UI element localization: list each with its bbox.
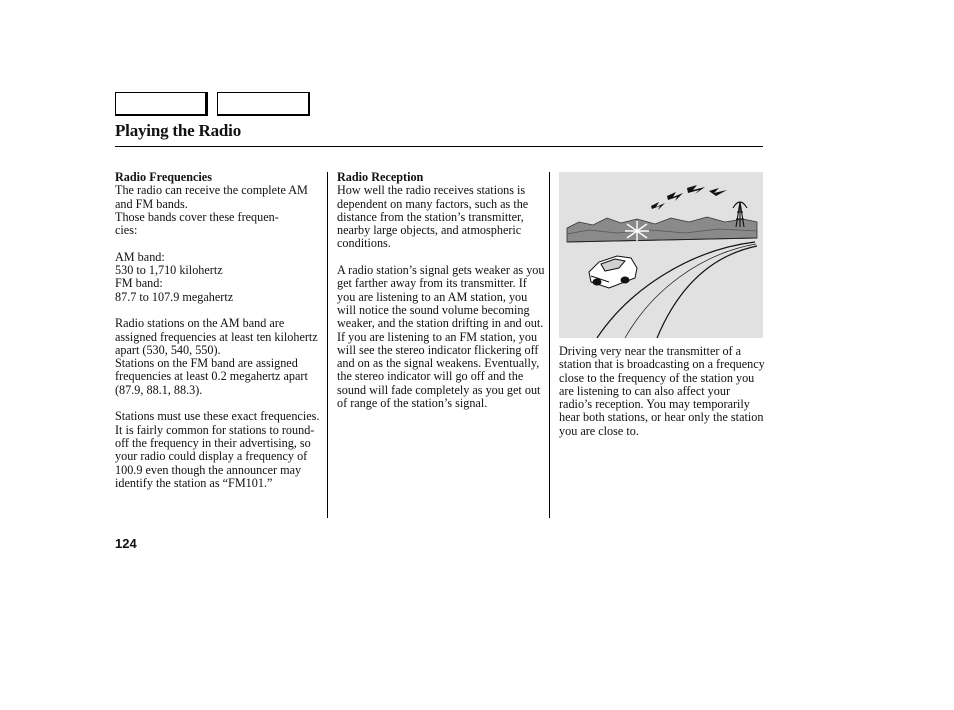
signal-bolt-icon bbox=[651, 185, 727, 210]
page-title: Playing the Radio bbox=[115, 121, 242, 140]
column-radio-frequencies bbox=[115, 171, 325, 490]
paragraph: A radio station’s signal gets weaker as you get farther away from its transmitter. If you are listening to an AM station, you will notice the sound volume becoming weaker, and the station drifting in and out. If you are listening to an FM station, you will see the stereo indicator flickering off and on as the signal weakens. Eventually, the stereo indicator will go off and the sound will fade completely as you get out of range of the station’s signal. bbox=[337, 263, 545, 411]
column-divider bbox=[549, 172, 550, 518]
paragraph: Driving very near the transmitter of a station that is broadcasting on a frequency close to the frequency of the station you are listening to can also affect your radio’s reception. You may temporarily hear both stations, or hear only the station you are close to. bbox=[559, 344, 765, 438]
band-list: AM band: 530 to 1,710 kilohertz FM band: 87.7 to 107.9 megahertz bbox=[115, 249, 234, 304]
paragraph: The radio can receive the complete AM and FM bands. bbox=[115, 183, 308, 211]
nav-tab-box-1[interactable] bbox=[115, 92, 208, 116]
paragraph: Those bands cover these frequen- cies: bbox=[115, 209, 279, 238]
car-radio-signal-illustration bbox=[559, 172, 763, 338]
illustration-svg bbox=[559, 172, 763, 338]
paragraph: Stations on the FM band are assigned frequencies at least 0.2 megahertz apart (87.9, 88.1, 88.3). bbox=[115, 356, 308, 397]
page-number: 124 bbox=[115, 536, 137, 551]
paragraph: Radio stations on the AM band are assigned frequencies at least ten kilohertz apart (530, 540, 550). bbox=[115, 316, 318, 357]
heading-radio-frequencies: Radio Frequencies bbox=[115, 170, 212, 184]
column-divider bbox=[327, 172, 328, 518]
nav-tab-box-2[interactable] bbox=[217, 92, 310, 116]
column-interference-note bbox=[559, 345, 765, 438]
paragraph: Stations must use these exact frequencies. It is fairly common for stations to round-off the frequency in their advertising, so your radio could display a frequency of 100.9 even though the announcer may identify the station as “FM101.” bbox=[115, 409, 320, 490]
heading-radio-reception: Radio Reception bbox=[337, 170, 424, 184]
title-rule bbox=[115, 146, 763, 147]
column-radio-reception bbox=[337, 171, 547, 410]
paragraph: How well the radio receives stations is dependent on many factors, such as the distance from the station’s transmitter, nearby large objects, and atmospheric conditions. bbox=[337, 183, 529, 251]
car-icon bbox=[589, 256, 637, 288]
